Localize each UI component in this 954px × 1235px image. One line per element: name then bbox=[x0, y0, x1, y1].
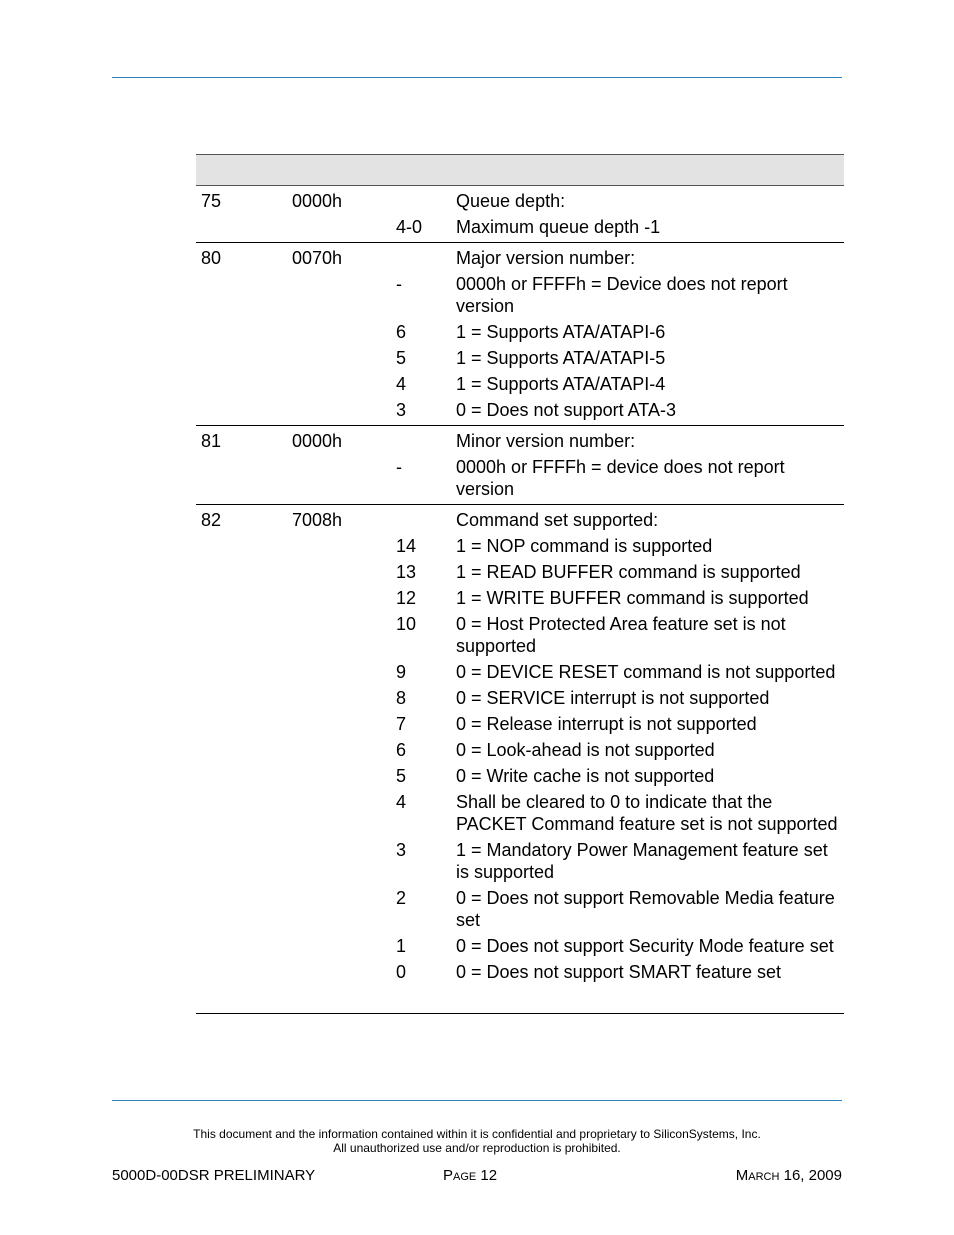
table-row bbox=[196, 426, 844, 452]
word-group bbox=[196, 243, 844, 426]
word-number: 82 bbox=[201, 510, 222, 530]
bit-number: 4-0 bbox=[396, 217, 423, 237]
bit-description: 1 = WRITE BUFFER command is supported bbox=[456, 588, 809, 608]
bit-description: 1 = NOP command is supported bbox=[456, 536, 713, 556]
word-number bbox=[196, 887, 292, 931]
bit-number: 4 bbox=[396, 792, 407, 812]
default-value bbox=[292, 399, 396, 421]
table-row bbox=[196, 269, 844, 317]
bit-description: 1 = Supports ATA/ATAPI-4 bbox=[456, 374, 666, 394]
word-number bbox=[196, 935, 292, 957]
header-rule bbox=[112, 77, 842, 78]
field-title: Queue depth: bbox=[456, 191, 566, 211]
table-row bbox=[196, 883, 844, 931]
identify-data-table bbox=[196, 154, 844, 1014]
default-value bbox=[292, 613, 396, 657]
word-number: 75 bbox=[201, 191, 222, 211]
word-group bbox=[196, 426, 844, 505]
bit-number: 9 bbox=[396, 662, 407, 682]
bit-description: 1 = Supports ATA/ATAPI-6 bbox=[456, 322, 666, 342]
bit-description: 1 = Supports ATA/ATAPI-5 bbox=[456, 348, 666, 368]
bit-description: 0 = Does not support ATA-3 bbox=[456, 400, 676, 420]
bit-description: Shall be cleared to 0 to indicate that the PACKET Command feature set is not supported bbox=[456, 792, 838, 834]
field-title: Minor version number: bbox=[456, 431, 636, 451]
default-value bbox=[292, 373, 396, 395]
word-number bbox=[196, 791, 292, 835]
page-number: Page 12 bbox=[443, 1167, 498, 1184]
word-number bbox=[196, 765, 292, 787]
bit-description: 0 = Host Protected Area feature set is not supported bbox=[456, 614, 786, 656]
table-row bbox=[196, 787, 844, 835]
table-row bbox=[196, 557, 844, 583]
bit-number: 5 bbox=[396, 766, 407, 786]
word-number bbox=[196, 399, 292, 421]
word-number bbox=[196, 561, 292, 583]
bit-number: 8 bbox=[396, 688, 407, 708]
bit-number: 2 bbox=[396, 888, 407, 908]
bit-description: 0 = Write cache is not supported bbox=[456, 766, 715, 786]
word-number bbox=[196, 961, 292, 983]
document-id: 5000D-00DSR PRELIMINARY bbox=[112, 1167, 316, 1184]
bit-number: 5 bbox=[396, 348, 407, 368]
default-value bbox=[292, 839, 396, 883]
table-row bbox=[196, 683, 844, 709]
table-row bbox=[196, 505, 844, 531]
default-value bbox=[292, 273, 396, 317]
bit-number: 10 bbox=[396, 614, 417, 634]
table-row bbox=[196, 761, 844, 787]
word-number bbox=[196, 456, 292, 500]
table-row bbox=[196, 931, 844, 957]
word-number bbox=[196, 587, 292, 609]
bit-description: 0 = Release interrupt is not supported bbox=[456, 714, 757, 734]
bit-number: 1 bbox=[396, 936, 407, 956]
bit-description: 0000h or FFFFh = device does not report version bbox=[456, 457, 785, 499]
word-number bbox=[196, 321, 292, 343]
word-group bbox=[196, 186, 844, 243]
field-title: Command set supported: bbox=[456, 510, 659, 530]
bit-description: Maximum queue depth -1 bbox=[456, 217, 661, 237]
default-value bbox=[292, 739, 396, 761]
confidentiality-notice bbox=[0, 1127, 954, 1155]
bit-number bbox=[396, 509, 456, 531]
bit-number bbox=[396, 430, 456, 452]
word-number bbox=[196, 216, 292, 238]
table-row bbox=[196, 186, 844, 212]
default-value bbox=[292, 661, 396, 683]
table-row bbox=[196, 583, 844, 609]
default-value: 0000h bbox=[292, 191, 343, 211]
table-row bbox=[196, 212, 844, 238]
word-number bbox=[196, 713, 292, 735]
word-number bbox=[196, 839, 292, 883]
default-value bbox=[292, 791, 396, 835]
bit-number: - bbox=[396, 274, 402, 294]
bit-number: 3 bbox=[396, 840, 407, 860]
default-value: 7008h bbox=[292, 510, 343, 530]
table-header-bar bbox=[196, 154, 844, 186]
word-number bbox=[196, 273, 292, 317]
table-row bbox=[196, 957, 844, 983]
bit-description: 1 = Mandatory Power Management feature set is supported bbox=[456, 840, 828, 882]
table-row bbox=[196, 452, 844, 500]
table-body bbox=[196, 186, 844, 1014]
default-value bbox=[292, 456, 396, 500]
default-value: 0070h bbox=[292, 248, 343, 268]
bit-description: 0000h or FFFFh = Device does not report version bbox=[456, 274, 788, 316]
table-row bbox=[196, 243, 844, 269]
bit-description: 1 = READ BUFFER command is supported bbox=[456, 562, 801, 582]
word-number bbox=[196, 687, 292, 709]
table-row bbox=[196, 609, 844, 657]
word-number bbox=[196, 535, 292, 557]
bit-number: 12 bbox=[396, 588, 417, 608]
bit-number: 0 bbox=[396, 962, 407, 982]
bit-number: 6 bbox=[396, 322, 407, 342]
bit-number bbox=[396, 247, 456, 269]
table-row bbox=[196, 835, 844, 883]
bit-number: 6 bbox=[396, 740, 407, 760]
document-date: March 16, 2009 bbox=[735, 1167, 842, 1184]
word-number bbox=[196, 373, 292, 395]
default-value bbox=[292, 713, 396, 735]
bit-number: 14 bbox=[396, 536, 417, 556]
notice-line-1: This document and the information contained within it is confidential and proprietary to SiliconSystems, Inc. bbox=[193, 1127, 761, 1141]
bit-description: 0 = Does not support Security Mode feature set bbox=[456, 936, 834, 956]
table-row bbox=[196, 317, 844, 343]
word-number bbox=[196, 661, 292, 683]
default-value bbox=[292, 321, 396, 343]
table-row bbox=[196, 531, 844, 557]
bit-description: 0 = SERVICE interrupt is not supported bbox=[456, 688, 770, 708]
default-value bbox=[292, 765, 396, 787]
word-number bbox=[196, 347, 292, 369]
word-number: 80 bbox=[201, 248, 222, 268]
bit-description: 0 = Look-ahead is not supported bbox=[456, 740, 715, 760]
bit-number: 3 bbox=[396, 400, 407, 420]
default-value bbox=[292, 216, 396, 238]
table-row bbox=[196, 343, 844, 369]
default-value bbox=[292, 347, 396, 369]
bit-description: 0 = DEVICE RESET command is not supported bbox=[456, 662, 836, 682]
bit-number: - bbox=[396, 457, 402, 477]
word-group bbox=[196, 505, 844, 1014]
default-value bbox=[292, 687, 396, 709]
bit-description: 0 = Does not support Removable Media feature set bbox=[456, 888, 835, 930]
table-row bbox=[196, 709, 844, 735]
footer-rule bbox=[112, 1100, 842, 1101]
table-row bbox=[196, 369, 844, 395]
default-value bbox=[292, 935, 396, 957]
default-value bbox=[292, 587, 396, 609]
word-number bbox=[196, 613, 292, 657]
default-value bbox=[292, 561, 396, 583]
bit-description: 0 = Does not support SMART feature set bbox=[456, 962, 782, 982]
field-title: Major version number: bbox=[456, 248, 636, 268]
table-row bbox=[196, 735, 844, 761]
word-number: 81 bbox=[201, 431, 222, 451]
notice-line-2: All unauthorized use and/or reproduction is prohibited. bbox=[333, 1141, 621, 1155]
default-value bbox=[292, 887, 396, 931]
bit-number: 4 bbox=[396, 374, 407, 394]
default-value: 0000h bbox=[292, 431, 343, 451]
table-row bbox=[196, 657, 844, 683]
bit-number: 13 bbox=[396, 562, 417, 582]
bit-number bbox=[396, 190, 456, 212]
word-number bbox=[196, 739, 292, 761]
default-value bbox=[292, 535, 396, 557]
table-row bbox=[196, 395, 844, 421]
default-value bbox=[292, 961, 396, 983]
bit-number: 7 bbox=[396, 714, 407, 734]
